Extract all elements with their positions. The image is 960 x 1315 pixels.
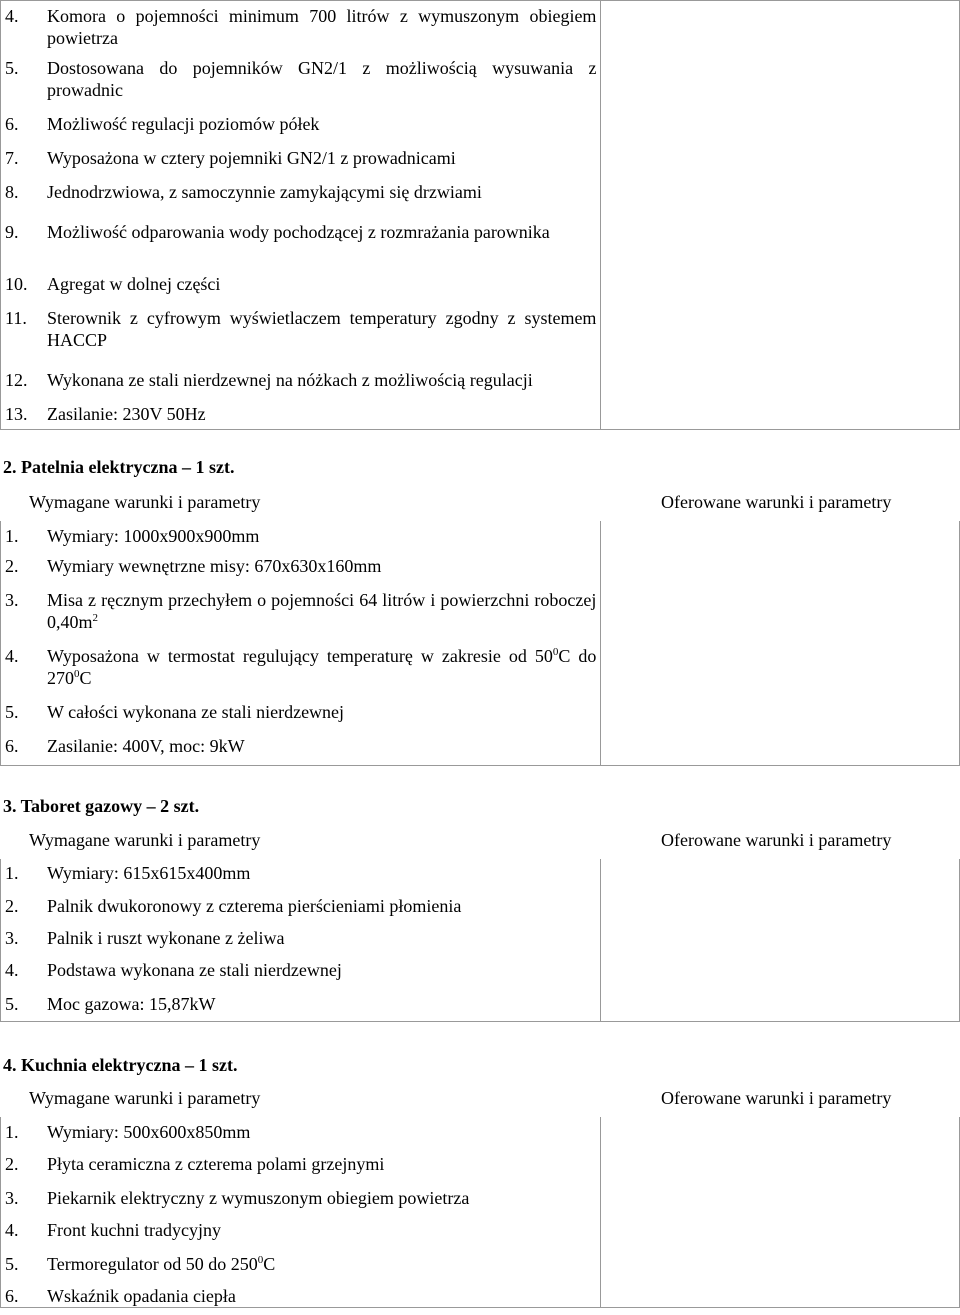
requirements-header: Wymagane warunki i parametry	[29, 492, 261, 512]
list-item: 12. Wykonana ze stali nierdzewnej na nóżkach z możliwością regulacji	[5, 370, 533, 390]
list-item: 13. Zasilanie: 230V 50Hz	[5, 404, 206, 424]
section2-offer-cell	[601, 521, 960, 766]
requirements-header: Wymagane warunki i parametry	[29, 830, 261, 850]
requirements-header-cell	[1, 489, 601, 521]
section1-offer-cell	[601, 1, 960, 430]
list-item: 2. Palnik dwukoronowy z czterema pierścieniami płomienia	[5, 896, 462, 916]
list-item: 5. Moc gazowa: 15,87kW	[5, 994, 216, 1014]
offer-header-cell	[601, 489, 960, 521]
list-item: 6. Zasilanie: 400V, moc: 9kW	[5, 736, 245, 756]
offer-header-cell	[601, 827, 960, 859]
list-item: 5. Termoregulator od 50 do $250^0C$	[5, 1254, 276, 1274]
section3-offer-cell	[601, 859, 960, 1022]
list-item: 3. Palnik i ruszt wykonane z żeliwa	[5, 928, 285, 948]
list-item: 4. Komora o pojemności minimum 700 litrów z wymuszonym obiegiem powietrza	[5, 6, 597, 48]
list-item: 3. Misa z ręcznym przechyłem o pojemności 64 litrów i powierzchni roboczej $0,40m^2$	[5, 590, 597, 632]
list-item: 5. W całości wykonana ze stali nierdzewnej	[5, 702, 345, 722]
section-title: 2. Patelnia elektryczna – 1 szt.	[3, 457, 235, 477]
list-item: 2. Wymiary wewnętrzne misy: 670x630x160mm	[5, 556, 382, 576]
list-item: 4. Front kuchni tradycyjny	[5, 1220, 221, 1240]
list-item: 8. Jednodrzwiowa, z samoczynnie zamykającymi się drzwiami	[5, 182, 482, 202]
list-item: 11. Sterownik z cyfrowym wyświetlaczem temperatury zgodny z systemem HACCP	[5, 308, 597, 350]
section3-requirements-cell	[1, 859, 601, 1022]
section1-requirements-cell	[1, 1, 601, 430]
requirements-header-cell	[1, 827, 601, 859]
section4-table	[0, 1084, 960, 1308]
section2-requirements-cell	[1, 521, 601, 766]
list-item: 5. Dostosowana do pojemników GN2/1 z możliwością wysuwania z prowadnic	[5, 58, 597, 100]
offer-header: Oferowane warunki i parametry	[660, 1088, 892, 1108]
section2-table	[0, 488, 960, 766]
list-item: 1. Wymiary: 1000x900x900mm	[5, 526, 260, 546]
section1-table	[0, 0, 960, 430]
section-title: 3. Taboret gazowy – 2 szt.	[3, 796, 200, 816]
list-item: 6. Wskaźnik opadania ciepła	[5, 1286, 236, 1306]
list-item: 7. Wyposażona w cztery pojemniki GN2/1 z prowadnicami	[5, 148, 456, 168]
offer-header: Oferowane warunki i parametry	[660, 492, 892, 512]
list-item: 6. Możliwość regulacji poziomów półek	[5, 114, 320, 134]
list-item: 10. Agregat w dolnej części	[5, 274, 221, 294]
requirements-header-cell	[1, 1085, 601, 1117]
list-item: 1. Wymiary: 500x600x850mm	[5, 1122, 251, 1142]
section4-offer-cell	[601, 1117, 960, 1308]
list-item: 1. Wymiary: 615x615x400mm	[5, 863, 251, 883]
list-item: 4. Podstawa wykonana ze stali nierdzewnej	[5, 960, 342, 980]
offer-header: Oferowane warunki i parametry	[660, 830, 892, 850]
list-item: 4. Wyposażona w termostat regulujący temperaturę w zakresie od $50^0C$ do $270^0C$	[5, 646, 597, 688]
section-title: 4. Kuchnia elektryczna – 1 szt.	[3, 1055, 238, 1075]
section4-requirements-cell	[1, 1117, 601, 1308]
offer-header-cell	[601, 1085, 960, 1117]
list-item: 2. Płyta ceramiczna z czterema polami grzejnymi	[5, 1154, 385, 1174]
requirements-header: Wymagane warunki i parametry	[29, 1088, 261, 1108]
section3-table	[0, 826, 960, 1022]
list-item: 3. Piekarnik elektryczny z wymuszonym obiegiem powietrza	[5, 1188, 470, 1208]
list-item: 9. Możliwość odparowania wody pochodzącej z rozmrażania parownika	[5, 222, 550, 242]
